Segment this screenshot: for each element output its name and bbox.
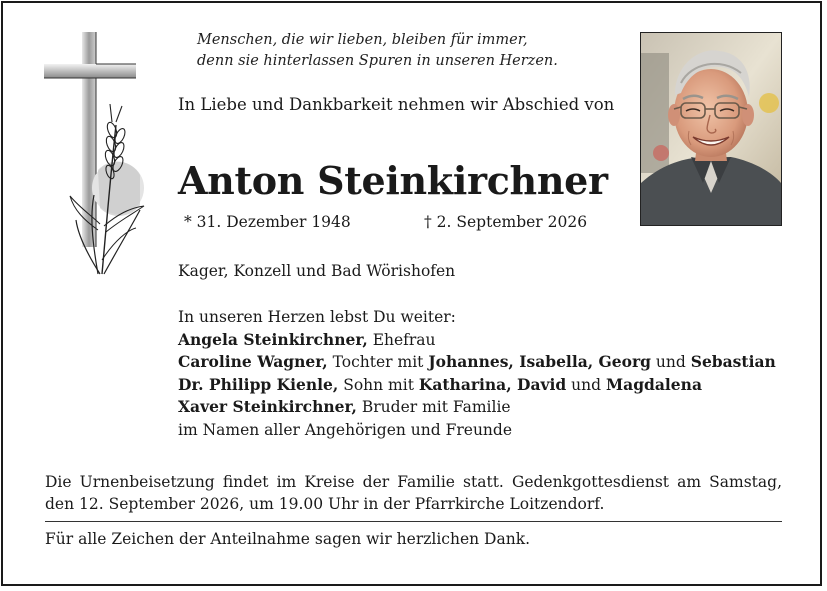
ceremony-notice: Die Urnenbeisetzung findet im Kreise der Familie statt. Gedenkgottesdienst am Samstag, den 12. September 2026, um 19.00 Uhr in der Pfarrkirche Loitzendorf. [45, 473, 782, 513]
places-of-life: Kager, Konzell und Bad Wörishofen [178, 262, 456, 280]
mourner-name: Caroline Wagner, [178, 352, 328, 371]
mourner-relation: Ehefrau [367, 330, 436, 349]
motto-line-1: Menschen, die wir lieben, bleiben für immer, [197, 32, 528, 48]
mourner-name: Magdalena [606, 374, 702, 394]
mourner-line [178, 329, 776, 352]
mourner-relation: Tochter mit [327, 353, 429, 371]
mourner-name: Sebastian [690, 352, 776, 371]
death-date: † 2. September 2026 [424, 213, 588, 231]
mourner-name: Xaver Steinkirchner, [178, 397, 357, 416]
mourner-name: Johannes, Isabella, Georg [428, 352, 651, 371]
mourner-line [178, 374, 776, 397]
mourner-relation: im Namen aller Angehörigen und Freunde [178, 420, 512, 439]
mourners-heading: In unseren Herzen lebst Du weiter: [178, 308, 456, 326]
deceased-name: Anton Steinkirchner [178, 158, 608, 203]
mourner-name: Angela Steinkirchner, [178, 329, 368, 349]
mourner-line [178, 351, 776, 374]
mourner-relation: und [651, 353, 691, 371]
intro-text: In Liebe und Dankbarkeit nehmen wir Abschied von [178, 95, 615, 114]
mourner-line [178, 419, 776, 442]
portrait-photo [640, 32, 782, 226]
mourner-relation: Sohn mit [338, 375, 419, 394]
divider-line [45, 521, 782, 522]
motto-quote [197, 30, 558, 72]
cross-with-wheat-icon [40, 30, 150, 280]
mourner-relation: Bruder mit Familie [356, 398, 511, 416]
mourner-line [178, 396, 776, 419]
mourners-list [178, 306, 776, 441]
birth-date: * 31. Dezember 1948 [184, 213, 351, 231]
thanks-note: Für alle Zeichen der Anteilnahme sagen wir herzlichen Dank. [45, 530, 531, 548]
mourner-name: Dr. Philipp Kienle, [178, 374, 339, 394]
mourner-name: Katharina, David [418, 374, 567, 394]
mourner-relation: und [566, 375, 606, 394]
motto-line-2: denn sie hinterlassen Spuren in unseren Herzen. [197, 53, 558, 69]
